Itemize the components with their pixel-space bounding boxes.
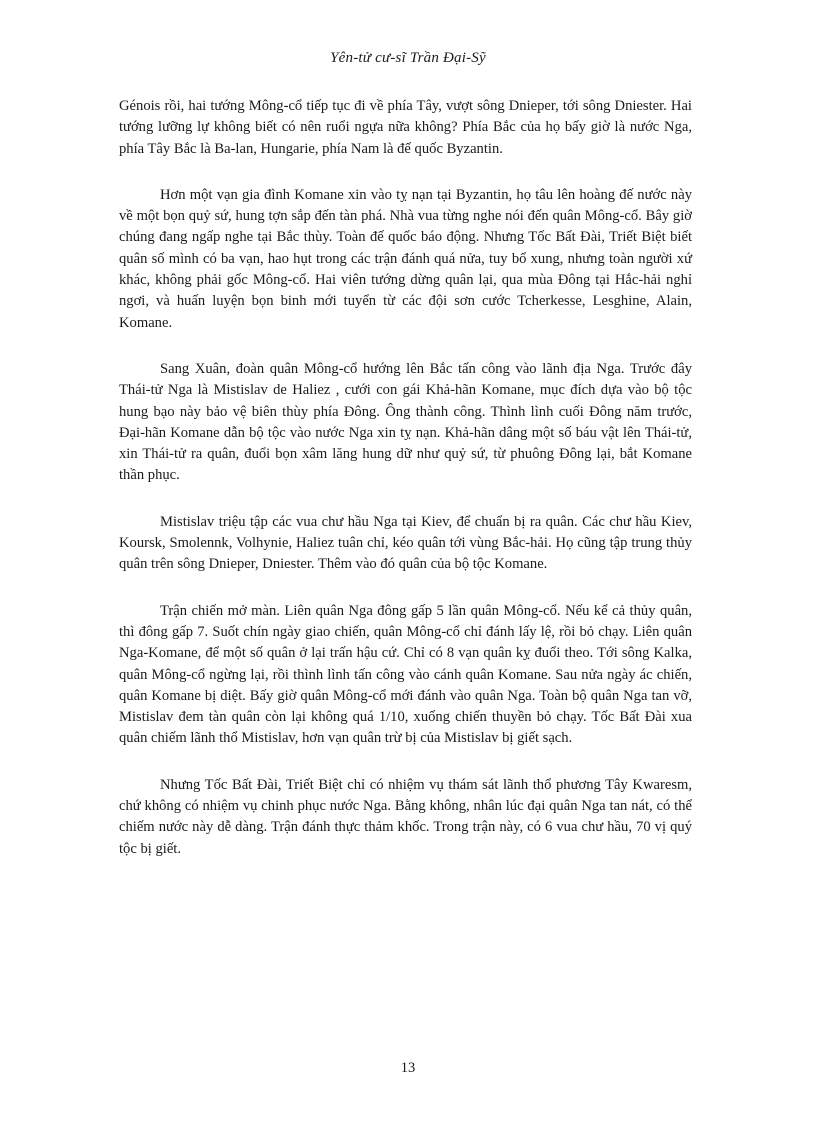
body-text [119,96,692,885]
paragraph-continuation: Génois rồi, hai tướng Mông-cổ tiếp tục đi về phía Tây, vượt sông Dnieper, tới sông Dniester. Hai tướng lưỡng lự không biết có nên ruổi ngựa nữa không? Phía Bắc của họ bấy giờ là nước Nga, phía Tây Bắc là Ba-lan, Hungarie, phía Nam là đế quốc Byzantin. [119,98,692,157]
paragraph: Nhưng Tốc Bất Đài, Triết Biệt chỉ có nhiệm vụ thám sát lãnh thổ phương Tây Kwaresm, chứ không có nhiệm vụ chinh phục nước Nga. Bằng không, nhân lúc đại quân Nga tan nát, có thể chiếm nước này dễ dàng. Trận đánh thực thảm khốc. Trong trận này, có 6 vua chư hầu, 70 vị quý tộc bị giết. [119,776,692,857]
page-number: 13 [400,1060,416,1076]
paragraph: Mistislav triệu tập các vua chư hầu Nga tại Kiev, để chuẩn bị ra quân. Các chư hầu Kiev, Koursk, Smolennk, Volhynie, Haliez tuân chỉ, kéo quân tới vùng Bắc-hải. Họ cũng tập trung thủy quân trên sông Dnieper, Dniester. Thêm vào đó quân của bộ tộc Komane. [119,513,692,573]
paragraph: Sang Xuân, đoàn quân Mông-cổ hướng lên Bắc tấn công vào lãnh địa Nga. Trước đây Thái-tử Nga là Mistislav de Haliez , cưới con gái Khả-hãn Komane, mục đích dựa vào bộ tộc hung bạo này bảo vệ biên thùy phía Đông. Ông thành công. Thình lình cuối Đông năm trước, Đại-hãn Komane dẫn bộ tộc vào nước Nga xin tỵ nạn. Khả-hãn dâng một số báu vật lên Thái-tử, xin Thái-tử ra quân, đuổi bọn xâm lăng hung dữ như quỷ sứ, từ phuông Đông lại, bắt Komane thần phục. [119,360,692,484]
paragraph: Trận chiến mở màn. Liên quân Nga đông gấp 5 lần quân Mông-cổ. Nếu kể cả thủy quân, thì đông gấp 7. Suốt chín ngày giao chiến, quân Mông-cổ chỉ đánh lấy lệ, rồi bỏ chạy. Liên quân Nga-Komane, để một số quân ở lại trấn hậu cứ. Chỉ có 8 vạn quân kỵ đuổi theo. Tới sông Kalka, quân Mông-cổ ngừng lại, rồi thình lình tấn công vào cánh quân Komane. Sau nửa ngày ác chiến, quân Komane bị diệt. Bấy giờ quân Mông-cổ mới đánh vào quân Nga. Toàn bộ quân Nga tan vỡ, Mistislav đem tàn quân còn lại không quá 1/10, xuống chiến thuyền bỏ chạy. Tốc Bất Đài xua quân chiếm lãnh thổ Mistislav, hơn vạn quân trừ bị của Mistislav bị giết sạch. [119,602,692,747]
paragraph: Hơn một vạn gia đình Komane xin vào tỵ nạn tại Byzantin, họ tâu lên hoàng đế nước này về một bọn quỷ sứ, hung tợn sắp đến tàn phá. Nhà vua từng nghe nói đến quân Mông-cổ. Bây giờ chúng đang ngấp nghe tại Bắc thùy. Toàn đế quốc báo động. Nhưng Tốc Bất Đài, Triết Biệt biết quân số mình có ba vạn, hao hụt trong các trận đánh quá nửa, tuy bổ xung, nhưng toàn người xứ khác, không phải gốc Mông-cổ. Hai viên tướng dừng quân lại, qua mùa Đông tại Hắc-hải nghỉ ngơi, và huấn luyện bọn binh mới tuyển từ các đội sơn cước Tcherkesse, Lesghine, Alain, Komane. [119,186,692,331]
running-header-title: Yên-tử cư-sĩ Trần Đại-Sỹ [330,50,486,66]
